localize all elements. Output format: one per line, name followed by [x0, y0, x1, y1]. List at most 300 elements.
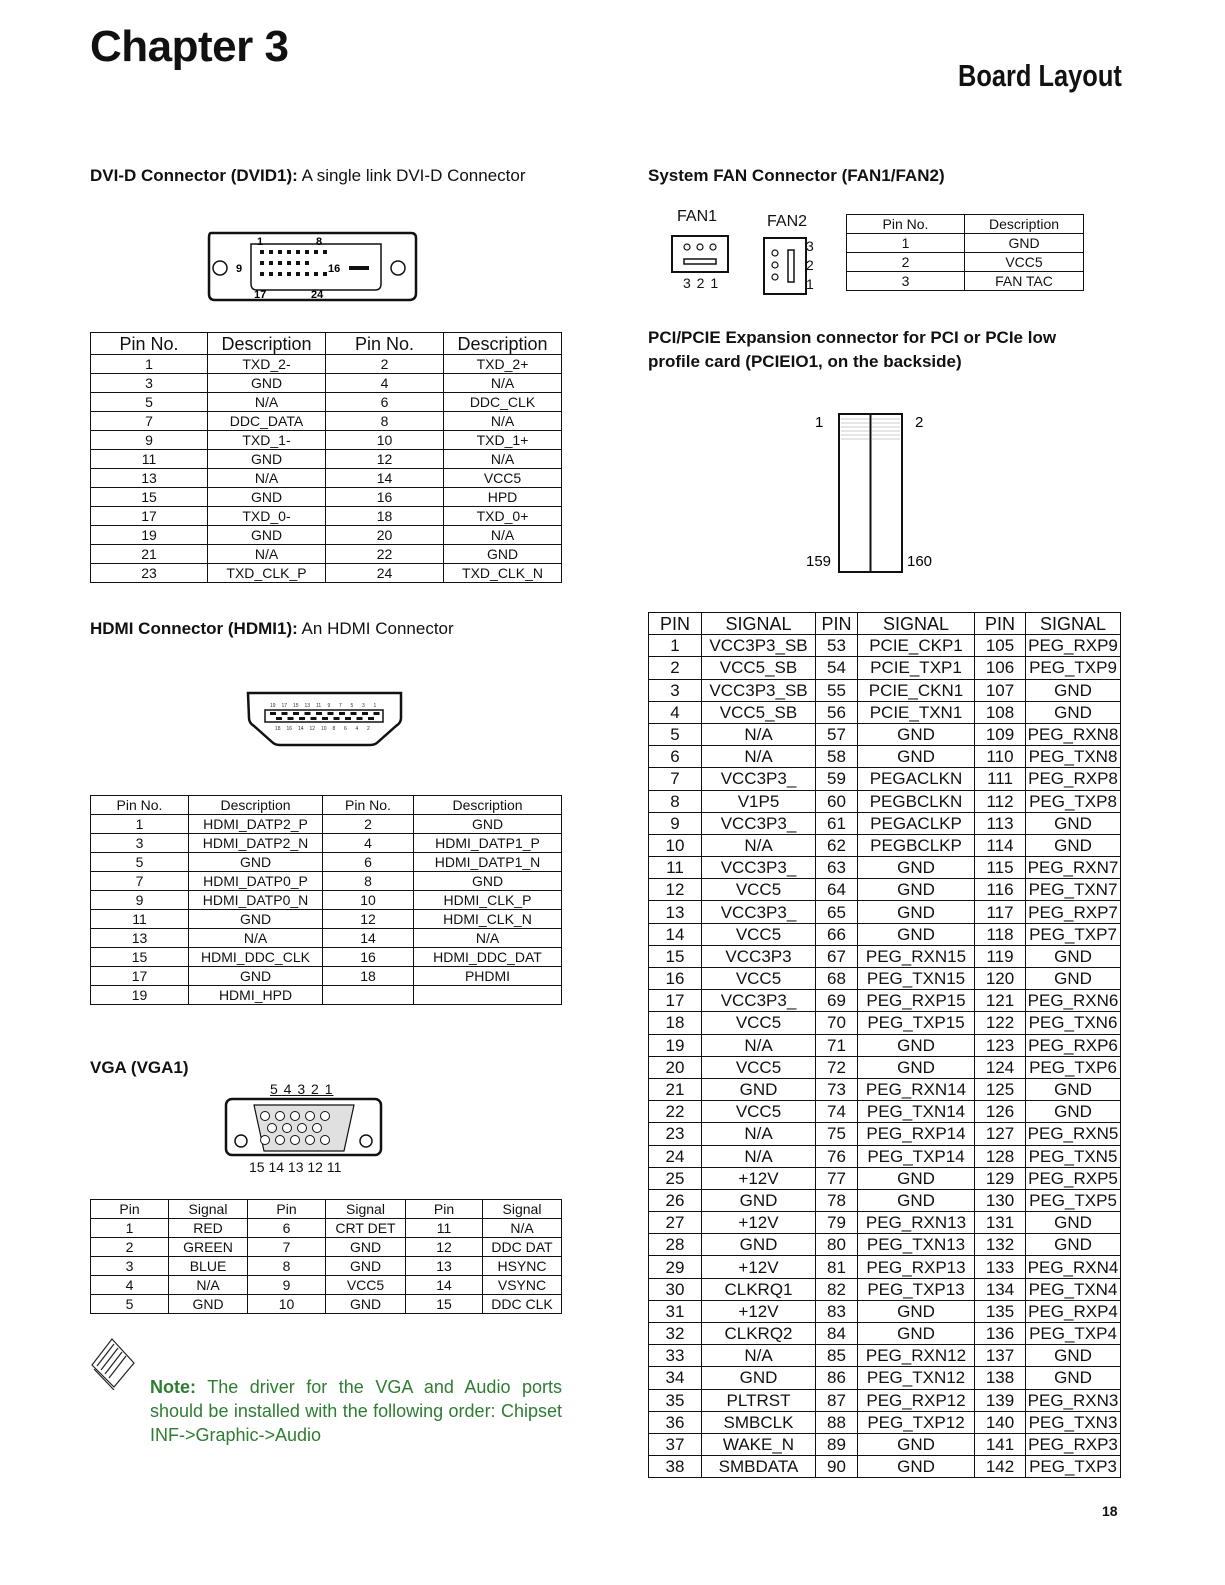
table-cell: 83	[816, 1300, 858, 1322]
table-cell: 135	[975, 1300, 1026, 1322]
table-row	[91, 1295, 562, 1314]
fan1-label: FAN1	[677, 208, 718, 225]
table-cell: GND	[1026, 701, 1121, 723]
table-cell: 113	[975, 812, 1026, 834]
dvi-heading	[90, 166, 526, 186]
table-cell: GND	[326, 1238, 406, 1257]
table-cell: 127	[975, 1123, 1026, 1145]
dvi-pin-dot	[260, 261, 264, 265]
table-cell: V1P5	[702, 790, 816, 812]
table-cell: 13	[91, 929, 189, 948]
table-cell: 34	[649, 1367, 702, 1389]
table-cell: PEG_RXP4	[1026, 1300, 1121, 1322]
dvi-pin-dot	[269, 261, 273, 265]
table-cell: HDMI_DATP1_N	[414, 853, 562, 872]
table-cell: 10	[326, 431, 444, 450]
table-cell: PEG_TXN3	[1026, 1411, 1121, 1433]
table-header-cell: PIN	[975, 613, 1026, 635]
dvi-pin-dot	[314, 272, 318, 276]
table-row	[91, 967, 562, 986]
table-cell: 30	[649, 1278, 702, 1300]
table-cell: N/A	[702, 1123, 816, 1145]
table-cell: 53	[816, 635, 858, 657]
table-cell: 5	[649, 723, 702, 745]
table-cell: 107	[975, 679, 1026, 701]
table-cell: 12	[649, 879, 702, 901]
note-icon	[88, 1335, 138, 1390]
table-cell: PEG_TXP14	[858, 1145, 975, 1167]
table-cell: 37	[649, 1433, 702, 1455]
table-row	[649, 1278, 1121, 1300]
table-cell: 137	[975, 1345, 1026, 1367]
table-cell: 3	[649, 679, 702, 701]
hdmi-pin-label: 19	[270, 703, 276, 709]
table-cell: 3	[847, 272, 965, 291]
table-row	[91, 834, 562, 853]
table-row	[91, 545, 562, 564]
table-cell: N/A	[444, 412, 562, 431]
table-cell: 120	[975, 968, 1026, 990]
table-cell: 70	[816, 1012, 858, 1034]
table-cell: 2	[326, 355, 444, 374]
table-header-cell: Signal	[483, 1200, 562, 1219]
table-cell: +12V	[702, 1300, 816, 1322]
table-header-row	[91, 1200, 562, 1219]
table-cell: PEGACLKP	[858, 812, 975, 834]
table-cell: 125	[975, 1078, 1026, 1100]
vga-pin-dot	[291, 1112, 300, 1121]
table-cell: 134	[975, 1278, 1026, 1300]
vga-pin-dot	[321, 1136, 330, 1145]
table-cell: VCC5_SB	[702, 701, 816, 723]
table-row	[847, 253, 1084, 272]
table-cell: VCC5	[702, 1101, 816, 1123]
table-cell: GND	[208, 526, 326, 545]
table-header-row	[847, 215, 1084, 234]
table-cell: +12V	[702, 1256, 816, 1278]
table-cell: 8	[649, 790, 702, 812]
fan-pin-table	[846, 214, 1084, 291]
vga-pin-dot	[261, 1112, 270, 1121]
table-cell: N/A	[208, 469, 326, 488]
table-row	[649, 1256, 1121, 1278]
table-row	[649, 1078, 1121, 1100]
table-cell: 9	[248, 1276, 326, 1295]
pcie-pin-table	[648, 612, 1121, 1478]
table-cell: GND	[858, 1433, 975, 1455]
table-cell: 16	[326, 488, 444, 507]
table-cell: PEG_TXP7	[1026, 923, 1121, 945]
table-cell: 86	[816, 1367, 858, 1389]
table-cell: 7	[91, 412, 208, 431]
pcie-pin-label: 159	[806, 553, 832, 570]
vga-pin-dot	[276, 1136, 285, 1145]
table-cell: 114	[975, 834, 1026, 856]
table-cell: HDMI_DATP2_P	[189, 815, 323, 834]
hdmi-pin-dot	[345, 717, 351, 720]
vga-pin-dot	[298, 1124, 307, 1133]
table-cell: N/A	[702, 1345, 816, 1367]
table-cell: GND	[858, 1167, 975, 1189]
table-cell: 90	[816, 1456, 858, 1478]
dvi-pin-dot	[287, 250, 291, 254]
dvi-pin-dot	[287, 261, 291, 265]
table-cell: GND	[1026, 834, 1121, 856]
table-cell: N/A	[444, 450, 562, 469]
table-cell: 106	[975, 657, 1026, 679]
table-cell: VCC5	[965, 253, 1084, 272]
table-cell: DDC CLK	[483, 1295, 562, 1314]
table-row	[649, 1189, 1121, 1211]
table-cell: 142	[975, 1456, 1026, 1478]
table-cell: VCC5	[702, 879, 816, 901]
vga-pin-dot	[291, 1136, 300, 1145]
table-cell: 8	[248, 1257, 326, 1276]
table-header-cell: PIN	[649, 613, 702, 635]
hdmi-pin-dot	[322, 717, 328, 720]
table-cell: PEG_RXP5	[1026, 1167, 1121, 1189]
table-cell: 4	[649, 701, 702, 723]
table-row	[91, 815, 562, 834]
table-row	[649, 812, 1121, 834]
table-cell: GND	[414, 815, 562, 834]
table-cell: PEG_TXN14	[858, 1101, 975, 1123]
table-cell: 138	[975, 1367, 1026, 1389]
note-body: The driver for the VGA and Audio ports should be installed with the following order: Chipset INF->Graphic->Audio	[150, 1377, 562, 1445]
dvi-pin-label: 17	[254, 289, 267, 301]
table-cell: 75	[816, 1123, 858, 1145]
table-cell: 112	[975, 790, 1026, 812]
table-cell: 3	[91, 1257, 169, 1276]
table-cell: 15	[91, 488, 208, 507]
table-cell: 62	[816, 834, 858, 856]
table-cell	[323, 986, 414, 1005]
table-cell: 124	[975, 1056, 1026, 1078]
table-cell: VCC5	[702, 1056, 816, 1078]
hdmi-pin-label: 6	[344, 726, 347, 732]
table-header-cell: Signal	[169, 1200, 248, 1219]
table-cell: PEG_TXN13	[858, 1234, 975, 1256]
table-row	[649, 945, 1121, 967]
dvi-title: DVI-D Connector (DVID1):	[90, 166, 298, 185]
dvi-pin-dot	[296, 261, 300, 265]
table-cell: GND	[965, 234, 1084, 253]
table-cell: DDC DAT	[483, 1238, 562, 1257]
table-row	[91, 853, 562, 872]
dvi-pin-dot	[287, 272, 291, 276]
table-cell: 21	[649, 1078, 702, 1100]
table-cell: VCC3P3_	[702, 901, 816, 923]
table-cell: PEG_TXP3	[1026, 1456, 1121, 1478]
table-cell: 115	[975, 857, 1026, 879]
table-cell: PEG_TXP5	[1026, 1189, 1121, 1211]
fan1-connector-diagram	[670, 234, 732, 274]
table-cell: GND	[169, 1295, 248, 1314]
table-cell: GND	[858, 723, 975, 745]
table-cell: PEG_TXP9	[1026, 657, 1121, 679]
pcie-pin-label: 2	[915, 414, 924, 431]
table-cell: VCC5	[326, 1276, 406, 1295]
table-cell: TXD_CLK_N	[444, 564, 562, 583]
table-cell: TXD_0-	[208, 507, 326, 526]
pcie-title-line2: profile card (PCIEIO1, on the backside)	[648, 352, 962, 371]
table-cell: PLTRST	[702, 1389, 816, 1411]
table-cell: 25	[649, 1167, 702, 1189]
table-row	[649, 1123, 1121, 1145]
table-header-cell: Description	[414, 796, 562, 815]
table-cell: 81	[816, 1256, 858, 1278]
hdmi-pin-label: 12	[309, 726, 316, 732]
table-cell: 11	[406, 1219, 483, 1238]
table-cell: N/A	[702, 1034, 816, 1056]
table-cell: 11	[649, 857, 702, 879]
table-row	[649, 1411, 1121, 1433]
table-cell: 139	[975, 1389, 1026, 1411]
table-cell: GND	[208, 374, 326, 393]
table-cell: N/A	[208, 393, 326, 412]
table-cell: 12	[323, 910, 414, 929]
table-cell: PEG_RXP9	[1026, 635, 1121, 657]
fan2-pin-2: 2	[806, 257, 814, 273]
table-row	[649, 1389, 1121, 1411]
table-cell: 3	[91, 834, 189, 853]
table-cell: 2	[323, 815, 414, 834]
table-cell: 8	[323, 872, 414, 891]
table-cell: 11	[91, 450, 208, 469]
table-cell: 10	[323, 891, 414, 910]
table-row	[91, 469, 562, 488]
table-row	[649, 635, 1121, 657]
table-cell: 22	[326, 545, 444, 564]
table-cell: GND	[858, 1034, 975, 1056]
table-cell: GND	[414, 872, 562, 891]
table-cell: 14	[323, 929, 414, 948]
table-cell: 72	[816, 1056, 858, 1078]
vga-top-pin-label: 5 4 3 2 1	[270, 1081, 334, 1097]
table-cell: 55	[816, 679, 858, 701]
table-row	[847, 272, 1084, 291]
table-cell: 29	[649, 1256, 702, 1278]
table-cell: 3	[91, 374, 208, 393]
fan-heading	[648, 166, 945, 186]
note-text	[150, 1375, 562, 1447]
table-cell: 6	[323, 853, 414, 872]
table-row	[649, 1433, 1121, 1455]
table-cell: N/A	[702, 834, 816, 856]
table-header-cell: SIGNAL	[702, 613, 816, 635]
table-row	[649, 901, 1121, 923]
table-cell: PEG_TXN5	[1026, 1145, 1121, 1167]
table-cell: 33	[649, 1345, 702, 1367]
table-cell: TXD_1-	[208, 431, 326, 450]
table-cell: GND	[858, 857, 975, 879]
table-cell: GREEN	[169, 1238, 248, 1257]
table-cell: VCC3P3_	[702, 768, 816, 790]
hdmi-pin-label: 18	[275, 726, 281, 732]
dvi-pin-label: 24	[311, 289, 324, 301]
table-row	[91, 488, 562, 507]
table-cell: 19	[91, 986, 189, 1005]
table-cell: 131	[975, 1212, 1026, 1234]
table-row	[91, 872, 562, 891]
dvi-pin-dot	[278, 261, 282, 265]
table-cell: 136	[975, 1323, 1026, 1345]
table-cell: 4	[323, 834, 414, 853]
table-header-cell: PIN	[816, 613, 858, 635]
table-cell: CLKRQ1	[702, 1278, 816, 1300]
table-cell: 123	[975, 1034, 1026, 1056]
table-cell: 87	[816, 1389, 858, 1411]
table-cell: CRT DET	[326, 1219, 406, 1238]
table-cell: 23	[91, 564, 208, 583]
pcie-connector-diagram	[800, 405, 950, 580]
table-cell: TXD_2-	[208, 355, 326, 374]
table-cell: 129	[975, 1167, 1026, 1189]
table-cell: PEG_TXP8	[1026, 790, 1121, 812]
dvi-pin-dot	[269, 250, 273, 254]
table-cell: N/A	[444, 526, 562, 545]
table-cell: HDMI_CLK_P	[414, 891, 562, 910]
table-cell: N/A	[483, 1219, 562, 1238]
table-header-cell: Description	[189, 796, 323, 815]
table-cell: GND	[858, 901, 975, 923]
table-cell: PEG_RXN13	[858, 1212, 975, 1234]
hdmi-pin-label: 2	[367, 726, 370, 732]
hdmi-pin-dot	[357, 717, 363, 720]
table-cell: 13	[91, 469, 208, 488]
table-row	[91, 948, 562, 967]
table-cell: GND	[189, 910, 323, 929]
table-cell: 32	[649, 1323, 702, 1345]
table-cell: 6	[248, 1219, 326, 1238]
table-row	[649, 923, 1121, 945]
table-row	[649, 1056, 1121, 1078]
vga-pin-dot	[306, 1112, 315, 1121]
table-row	[649, 1323, 1121, 1345]
pcie-pin-label: 1	[815, 414, 824, 431]
table-cell: GND	[858, 923, 975, 945]
table-row	[91, 507, 562, 526]
table-cell: 14	[649, 923, 702, 945]
table-cell: 19	[91, 526, 208, 545]
table-row	[847, 234, 1084, 253]
table-cell: 61	[816, 812, 858, 834]
table-cell: PEG_RXN8	[1026, 723, 1121, 745]
table-cell: VCC3P3_SB	[702, 635, 816, 657]
fan2-pin-3: 3	[806, 238, 814, 254]
table-cell: 121	[975, 990, 1026, 1012]
dvi-pin-dot	[278, 272, 282, 276]
table-cell: 117	[975, 901, 1026, 923]
table-cell: PEG_RXN6	[1026, 990, 1121, 1012]
dvi-desc: A single link DVI-D Connector	[297, 166, 526, 185]
table-cell: 122	[975, 1012, 1026, 1034]
table-cell: 1	[649, 635, 702, 657]
table-row	[649, 790, 1121, 812]
table-cell: GND	[326, 1295, 406, 1314]
hdmi-pin-label: 11	[316, 703, 322, 709]
table-cell: DDC_CLK	[444, 393, 562, 412]
table-cell: 84	[816, 1323, 858, 1345]
table-cell: 133	[975, 1256, 1026, 1278]
table-cell: 24	[326, 564, 444, 583]
table-cell: 108	[975, 701, 1026, 723]
table-row	[91, 355, 562, 374]
table-row	[649, 1167, 1121, 1189]
table-cell: HDMI_DATP2_N	[189, 834, 323, 853]
table-cell: 6	[649, 746, 702, 768]
table-header-cell: Pin	[248, 1200, 326, 1219]
table-cell: CLKRQ2	[702, 1323, 816, 1345]
table-cell: GND	[858, 1056, 975, 1078]
table-cell: 76	[816, 1145, 858, 1167]
table-cell: GND	[858, 746, 975, 768]
vga-pin-dot	[313, 1124, 322, 1133]
table-cell: GND	[858, 1300, 975, 1322]
table-cell: GND	[1026, 1212, 1121, 1234]
table-cell: 10	[649, 834, 702, 856]
table-cell: VCC3P3_	[702, 812, 816, 834]
table-cell: HSYNC	[483, 1257, 562, 1276]
hdmi-pin-label: 17	[281, 703, 288, 709]
table-cell: SMBDATA	[702, 1456, 816, 1478]
hdmi-pin-dot	[374, 712, 380, 715]
dvi-pin-dot	[305, 272, 309, 276]
hdmi-pin-label: 13	[304, 703, 311, 709]
table-cell: PEG_RXN15	[858, 945, 975, 967]
table-cell: 78	[816, 1189, 858, 1211]
table-cell: 31	[649, 1300, 702, 1322]
dvi-pin-dot	[305, 261, 309, 265]
table-header-cell: Description	[208, 333, 326, 355]
table-cell: 88	[816, 1411, 858, 1433]
table-cell: 9	[649, 812, 702, 834]
table-cell: VCC3P3_	[702, 857, 816, 879]
table-cell: 24	[649, 1145, 702, 1167]
table-row	[649, 1012, 1121, 1034]
table-cell: 9	[91, 431, 208, 450]
dvi-pin-dot	[260, 250, 264, 254]
table-cell: TXD_1+	[444, 431, 562, 450]
table-cell: HDMI_DATP0_N	[189, 891, 323, 910]
table-row	[91, 431, 562, 450]
table-cell: N/A	[702, 1145, 816, 1167]
dvi-pin-dot	[323, 272, 327, 276]
table-cell: N/A	[189, 929, 323, 948]
vga-pin-table	[90, 1199, 562, 1314]
table-cell: 68	[816, 968, 858, 990]
table-cell: PCIE_TXN1	[858, 701, 975, 723]
table-cell: 14	[326, 469, 444, 488]
table-cell: 9	[91, 891, 189, 910]
hdmi-pin-label: 7	[339, 703, 342, 709]
hdmi-pin-dot	[362, 712, 368, 715]
hdmi-pin-label: 5	[350, 703, 354, 709]
table-cell: 1	[91, 355, 208, 374]
hdmi-pin-label: 1	[373, 703, 377, 709]
table-cell: 15	[91, 948, 189, 967]
pcie-title-line1: PCI/PCIE Expansion connector for PCI or PCIe low	[648, 328, 1057, 347]
table-cell: N/A	[169, 1276, 248, 1295]
hdmi-heading	[90, 619, 454, 639]
table-cell: +12V	[702, 1167, 816, 1189]
table-cell: 54	[816, 657, 858, 679]
table-cell: GND	[858, 1323, 975, 1345]
hdmi-pin-dot	[339, 712, 345, 715]
table-cell: 18	[326, 507, 444, 526]
hdmi-pin-dot	[311, 717, 317, 720]
table-cell: 128	[975, 1145, 1026, 1167]
